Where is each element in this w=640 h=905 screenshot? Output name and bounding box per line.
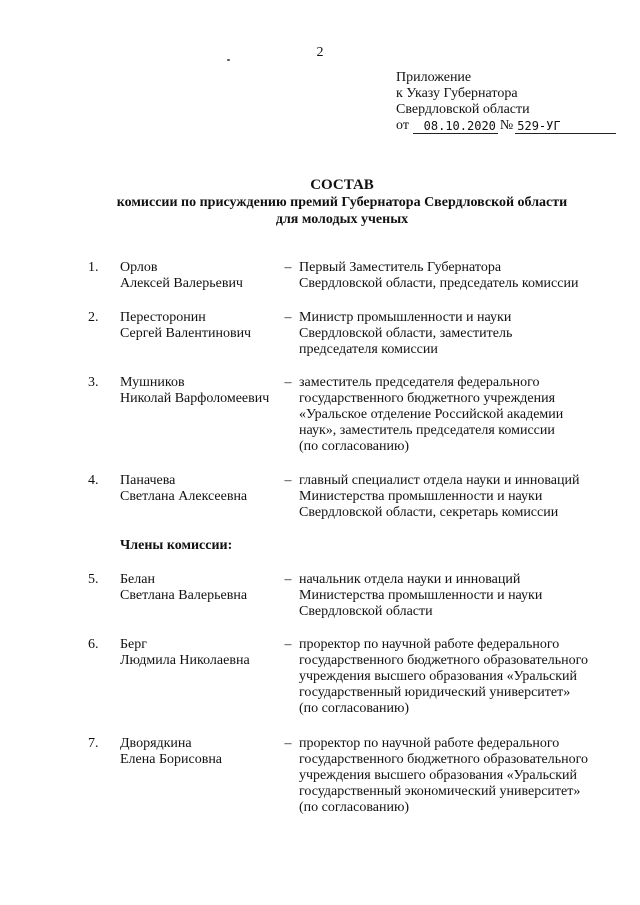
role-line: «Уральское отделение Российской академии xyxy=(299,407,564,422)
entry-name xyxy=(120,637,280,669)
role-line: (по согласованию) xyxy=(299,439,410,454)
entry-role xyxy=(299,473,619,521)
entry-dash: – xyxy=(284,572,292,587)
decree-date: 08.10.2020 xyxy=(413,119,498,134)
role-line: заместитель председателя федерального xyxy=(299,375,540,390)
role-line: председателя комиссии xyxy=(299,342,438,357)
entry-given-name: Сергей Валентинович xyxy=(120,326,252,341)
entry-surname: Перестoронин xyxy=(120,310,206,325)
role-line: государственного бюджетного образовательного xyxy=(299,653,589,668)
role-line: главный специалист отдела науки и инноваций xyxy=(299,473,580,488)
entry-dash: – xyxy=(284,473,292,488)
entry-given-name: Людмила Николаевна xyxy=(120,653,250,668)
entry-number: 6. xyxy=(88,637,99,652)
role-line: начальник отдела науки и инноваций xyxy=(299,572,521,587)
entry-given-name: Николай Варфоломеевич xyxy=(120,391,270,406)
entry-number: 2. xyxy=(88,310,99,325)
role-line: Министерства промышленности и науки xyxy=(299,489,543,504)
entry-number: 5. xyxy=(88,572,99,587)
role-line: (по согласованию) xyxy=(299,701,410,716)
appendix-date-line xyxy=(396,118,616,134)
entry-number: 4. xyxy=(88,473,99,488)
entry-dash: – xyxy=(284,375,292,390)
entry-surname: Берг xyxy=(120,637,147,652)
role-line: государственный экономический университет» xyxy=(299,784,581,799)
entry-role xyxy=(299,736,619,816)
entry-role xyxy=(299,375,619,455)
entry-name xyxy=(120,572,280,604)
scan-speck xyxy=(227,59,230,61)
role-line: Министерства промышленности и науки xyxy=(299,588,543,603)
entry-name xyxy=(120,736,280,768)
entry-dash: – xyxy=(284,736,292,751)
entry-name xyxy=(120,310,280,342)
role-line: Свердловской области, председатель комиссии xyxy=(299,276,579,291)
entry-surname: Орлов xyxy=(120,260,158,275)
entry-given-name: Алексей Валерьевич xyxy=(120,276,243,291)
entry-dash: – xyxy=(284,637,292,652)
title-line-2: для молодых ученых xyxy=(275,212,409,227)
entry-role xyxy=(299,572,619,620)
role-line: Министр промышленности и науки xyxy=(299,310,512,325)
role-line: Свердловской области xyxy=(299,604,433,619)
entry-surname: Белан xyxy=(120,572,155,587)
entry-number: 3. xyxy=(88,375,99,390)
role-line: учреждения высшего образования «Уральский xyxy=(299,669,578,684)
title-line-1: комиссии по присуждению премий Губернатора Свердловской области xyxy=(116,195,568,210)
appendix-line-3: Свердловской области xyxy=(396,102,530,117)
role-line: Свердловской области, секретарь комиссии xyxy=(299,505,559,520)
entry-name xyxy=(120,473,280,505)
entry-role xyxy=(299,310,619,358)
entry-surname: Паначева xyxy=(120,473,176,488)
role-line: наук», заместитель председателя комиссии xyxy=(299,423,555,438)
entry-name xyxy=(120,260,280,292)
role-line: Свердловской области, заместитель xyxy=(299,326,513,341)
role-line: Первый Заместитель Губернатора xyxy=(299,260,502,275)
role-line: государственный юридический университет» xyxy=(299,685,571,700)
decree-number: 529-УГ xyxy=(515,119,616,134)
role-line: государственного бюджетного учреждения xyxy=(299,391,556,406)
entry-number: 1. xyxy=(88,260,99,275)
title-main: СОСТАВ xyxy=(310,177,374,193)
entry-given-name: Светлана Валерьевна xyxy=(120,588,248,603)
entry-given-name: Светлана Алексеевна xyxy=(120,489,248,504)
entry-given-name: Елена Борисовна xyxy=(120,752,223,767)
document-title xyxy=(0,177,640,228)
entry-surname: Дворядкина xyxy=(120,736,192,751)
entry-dash: – xyxy=(284,310,292,325)
entry-number: 7. xyxy=(88,736,99,751)
appendix-block xyxy=(396,70,616,134)
from-label: от xyxy=(396,118,409,133)
entry-dash: – xyxy=(284,260,292,275)
entry-role xyxy=(299,637,619,717)
page-number: 2 xyxy=(316,45,324,60)
role-line: проректор по научной работе федерального xyxy=(299,736,560,751)
appendix-line-2: к Указу Губернатора xyxy=(396,86,518,101)
appendix-line-1: Приложение xyxy=(396,70,472,85)
role-line: (по согласованию) xyxy=(299,800,410,815)
entry-name xyxy=(120,375,280,407)
number-sign: № xyxy=(499,118,514,133)
role-line: проректор по научной работе федерального xyxy=(299,637,560,652)
role-line: учреждения высшего образования «Уральский xyxy=(299,768,578,783)
entry-role xyxy=(299,260,619,292)
members-heading: Члены комиссии: xyxy=(120,538,233,553)
role-line: государственного бюджетного образовательного xyxy=(299,752,589,767)
entry-surname: Мушников xyxy=(120,375,185,390)
